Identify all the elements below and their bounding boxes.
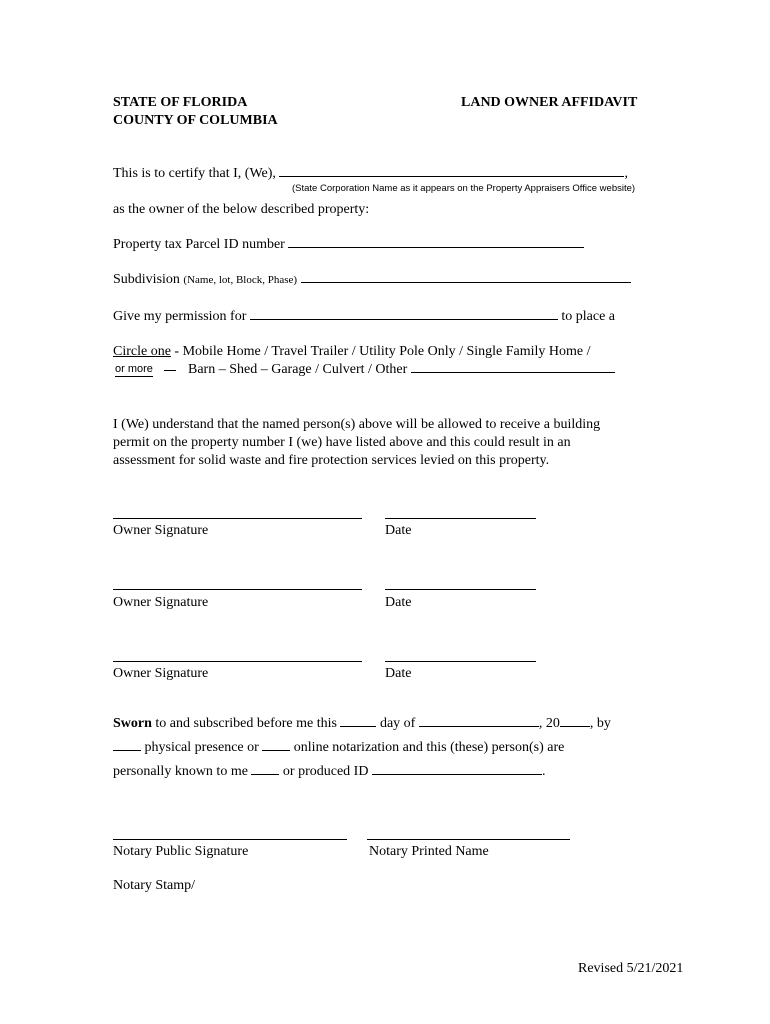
- sworn-period: .: [541, 764, 546, 779]
- permission-suffix: to place a: [561, 309, 616, 324]
- parcel-label: Property tax Parcel ID number: [113, 237, 285, 252]
- sworn-id-text: or produced ID: [282, 764, 369, 779]
- subdivision-line: [113, 272, 631, 288]
- certify-note: (State Corporation Name as it appears on the Property Appraisers Office website): [292, 183, 636, 194]
- sworn-month-blank[interactable]: [419, 725, 539, 727]
- permission-prefix: Give my permission for: [113, 309, 247, 324]
- date-line-2[interactable]: [385, 589, 536, 590]
- notary-printed-name-line[interactable]: [367, 839, 570, 840]
- online-notarization-blank[interactable]: [262, 749, 290, 751]
- sworn-line-1: [113, 716, 611, 732]
- circle-one-label: Circle one: [113, 344, 171, 359]
- notary-signature-label: Notary Public Signature: [113, 844, 249, 859]
- circle-one-options-2[interactable]: Barn – Shed – Garage / Culvert / Other: [188, 362, 408, 377]
- circle-one-line: [113, 344, 591, 360]
- owner-signature-label-3: Owner Signature: [113, 666, 209, 681]
- sworn-known-text: personally known to me: [113, 764, 248, 779]
- owner-signature-line-1[interactable]: [113, 518, 362, 519]
- date-label-1: Date: [385, 523, 412, 538]
- permission-blank[interactable]: [250, 318, 558, 320]
- parcel-id-blank[interactable]: [288, 246, 584, 248]
- physical-presence-blank[interactable]: [113, 749, 141, 751]
- other-blank[interactable]: [411, 371, 615, 373]
- owner-signature-line-3[interactable]: [113, 661, 362, 662]
- permission-line: [113, 309, 615, 325]
- personally-known-blank[interactable]: [251, 773, 279, 775]
- sworn-word: Sworn: [113, 716, 152, 731]
- or-more-label: or more: [115, 363, 153, 375]
- owner-signature-label-2: Owner Signature: [113, 595, 209, 610]
- certify-name-blank[interactable]: [279, 175, 624, 177]
- understand-line-2: permit on the property number I (we) have listed above and this could result in an: [113, 435, 571, 450]
- parcel-line: [113, 237, 584, 253]
- owner-line: as the owner of the below described property:: [113, 202, 370, 217]
- county-heading: COUNTY OF COLUMBIA: [113, 113, 278, 128]
- owner-signature-label-1: Owner Signature: [113, 523, 209, 538]
- circle-one-options-1[interactable]: - Mobile Home / Travel Trailer / Utility Pole Only / Single Family Home /: [170, 344, 591, 359]
- sworn-text-3: , 20: [538, 716, 560, 731]
- certify-line: [113, 166, 628, 182]
- understand-line-1: I (We) understand that the named person(s) above will be allowed to receive a building: [113, 417, 601, 432]
- subdivision-label: Subdivision: [113, 272, 180, 287]
- sworn-online-text: online notarization and this (these) person(s) are: [293, 740, 565, 755]
- subdivision-blank[interactable]: [301, 281, 631, 283]
- date-label-3: Date: [385, 666, 412, 681]
- form-title: LAND OWNER AFFIDAVIT: [461, 95, 638, 110]
- date-line-1[interactable]: [385, 518, 536, 519]
- date-line-3[interactable]: [385, 661, 536, 662]
- notary-printed-name-label: Notary Printed Name: [369, 844, 489, 859]
- notary-stamp-label: Notary Stamp/: [113, 878, 196, 893]
- certify-suffix: ,: [624, 166, 628, 181]
- circle-one-line-2: [188, 362, 615, 378]
- sworn-physical-text: physical presence or: [144, 740, 259, 755]
- sworn-line-2: [113, 740, 564, 756]
- owner-signature-line-2[interactable]: [113, 589, 362, 590]
- sworn-text-2: day of: [379, 716, 416, 731]
- date-label-2: Date: [385, 595, 412, 610]
- sworn-line-3: [113, 764, 545, 780]
- notary-signature-line[interactable]: [113, 839, 347, 840]
- understand-line-3: assessment for solid waste and fire protection services levied on this property.: [113, 453, 550, 468]
- sworn-text-1: to and subscribed before me this: [155, 716, 337, 731]
- produced-id-blank[interactable]: [372, 773, 542, 775]
- or-more-dash: [164, 370, 176, 371]
- revised-date: Revised 5/21/2021: [578, 961, 684, 976]
- state-heading: STATE OF FLORIDA: [113, 95, 248, 110]
- subdivision-hint: (Name, lot, Block, Phase): [183, 274, 298, 286]
- sworn-text-4: , by: [589, 716, 611, 731]
- certify-prefix: This is to certify that I, (We),: [113, 166, 276, 181]
- sworn-year-blank[interactable]: [560, 725, 590, 727]
- sworn-day-blank[interactable]: [340, 725, 376, 727]
